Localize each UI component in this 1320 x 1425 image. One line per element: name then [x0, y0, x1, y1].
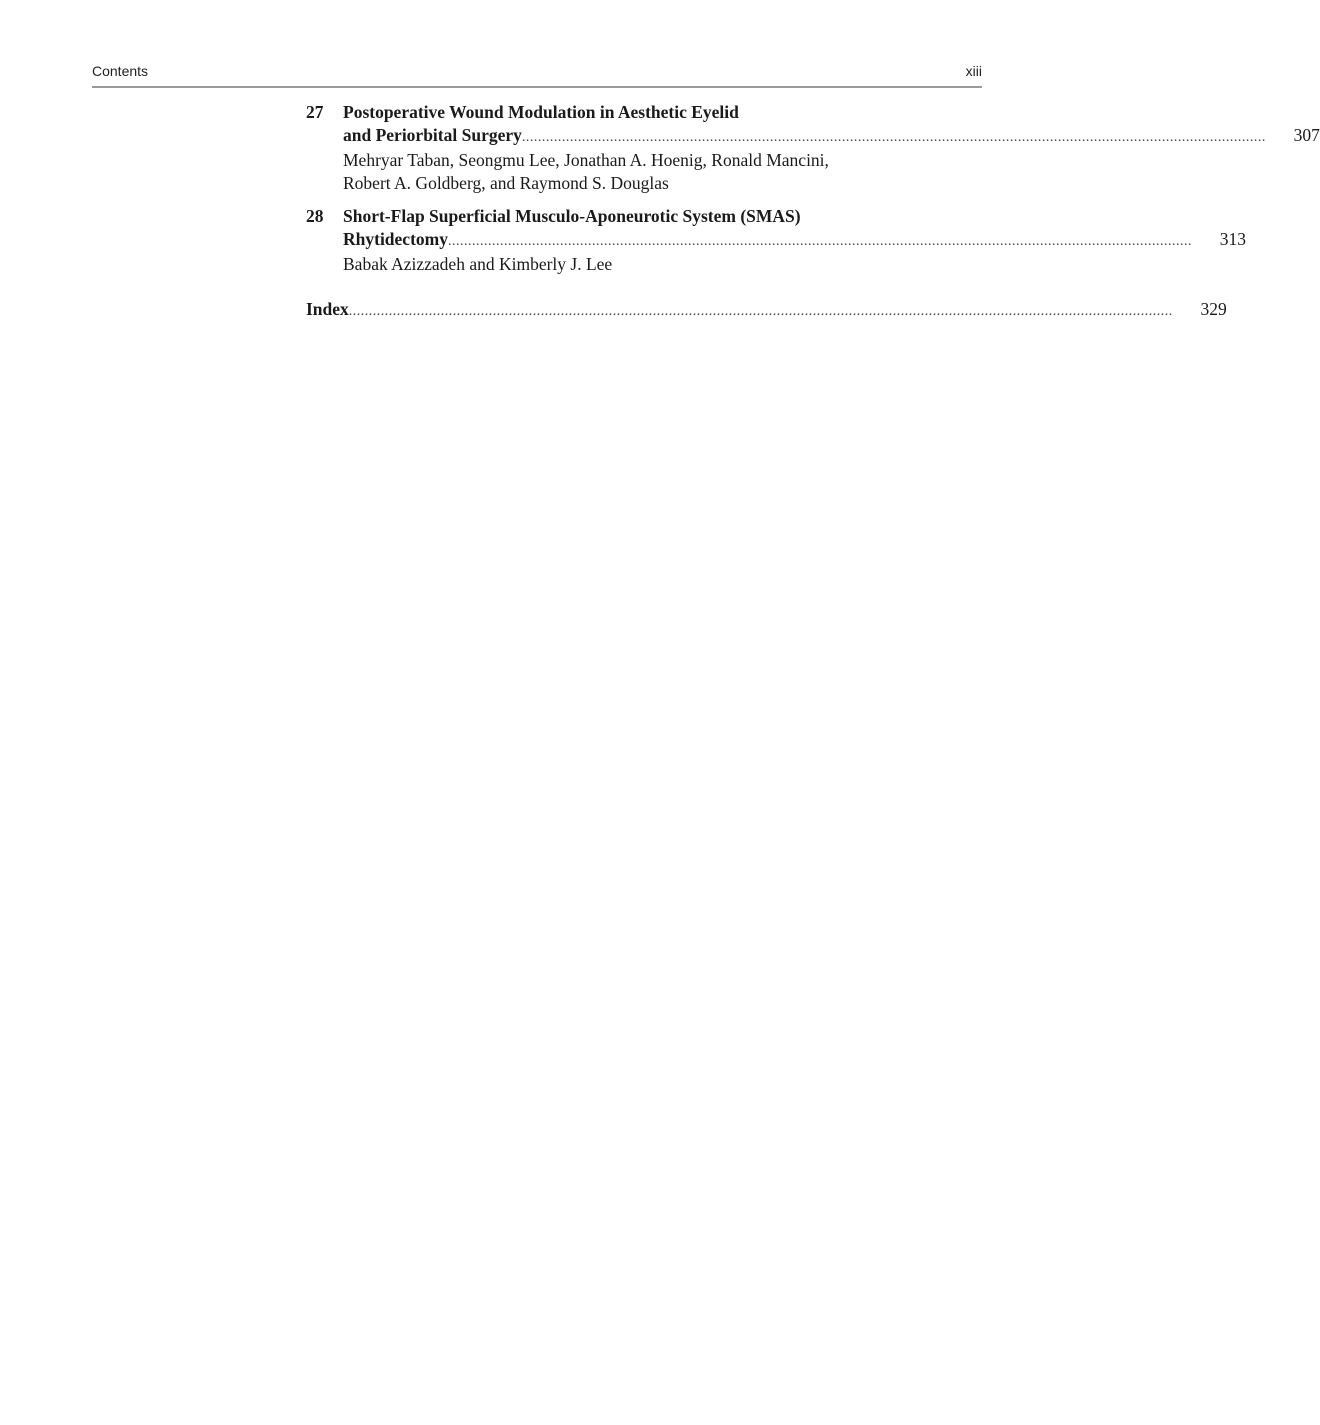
- index-page-number: 329: [1200, 299, 1227, 319]
- toc-entry-28: [306, 205, 1246, 276]
- toc-entry-27: [306, 101, 1320, 195]
- chapter-title-line-1: Postoperative Wound Modulation in Aesthetic Eyelid: [343, 102, 739, 122]
- table-of-contents: [306, 101, 1320, 323]
- chapter-number: 28: [306, 206, 324, 226]
- chapter-title-leader-line: [343, 228, 1246, 253]
- chapter-authors-line-1: Mehryar Taban, Seongmu Lee, Jonathan A. Hoenig, Ronald Mancini,: [343, 150, 829, 170]
- chapter-body: [343, 101, 1320, 195]
- toc-entry-index: [306, 298, 1227, 323]
- chapter-body: [343, 205, 1246, 276]
- chapter-page-number: 313: [1219, 229, 1246, 249]
- chapter-authors-line-2: Robert A. Goldberg, and Raymond S. Douglas: [343, 173, 669, 193]
- chapter-page-number: 307: [1293, 125, 1320, 145]
- index-leader-line: [306, 298, 1227, 323]
- chapter-title-line-1: Short-Flap Superficial Musculo-Aponeurotic System (SMAS): [343, 206, 801, 226]
- header-rule: [92, 86, 982, 88]
- chapter-title-leader-line: [343, 124, 1320, 149]
- dot-leader: ..............................................................................................................................................................................................................: [348, 304, 1173, 319]
- chapter-title-line-2: Rhytidectomy: [343, 229, 448, 249]
- dot-leader: ..........................................................................................................................................................................................: [521, 130, 1266, 145]
- running-head-page-number: xiii: [965, 63, 982, 79]
- running-head: [92, 62, 982, 82]
- running-head-section: Contents: [92, 63, 149, 79]
- index-label: Index: [306, 299, 349, 319]
- chapter-authors-line-1: Babak Azizzadeh and Kimberly J. Lee: [343, 254, 613, 274]
- dot-leader: ..........................................................................................................................................................................................: [447, 234, 1192, 249]
- chapter-title-line-2: and Periorbital Surgery: [343, 125, 522, 145]
- chapter-number: 27: [306, 102, 324, 122]
